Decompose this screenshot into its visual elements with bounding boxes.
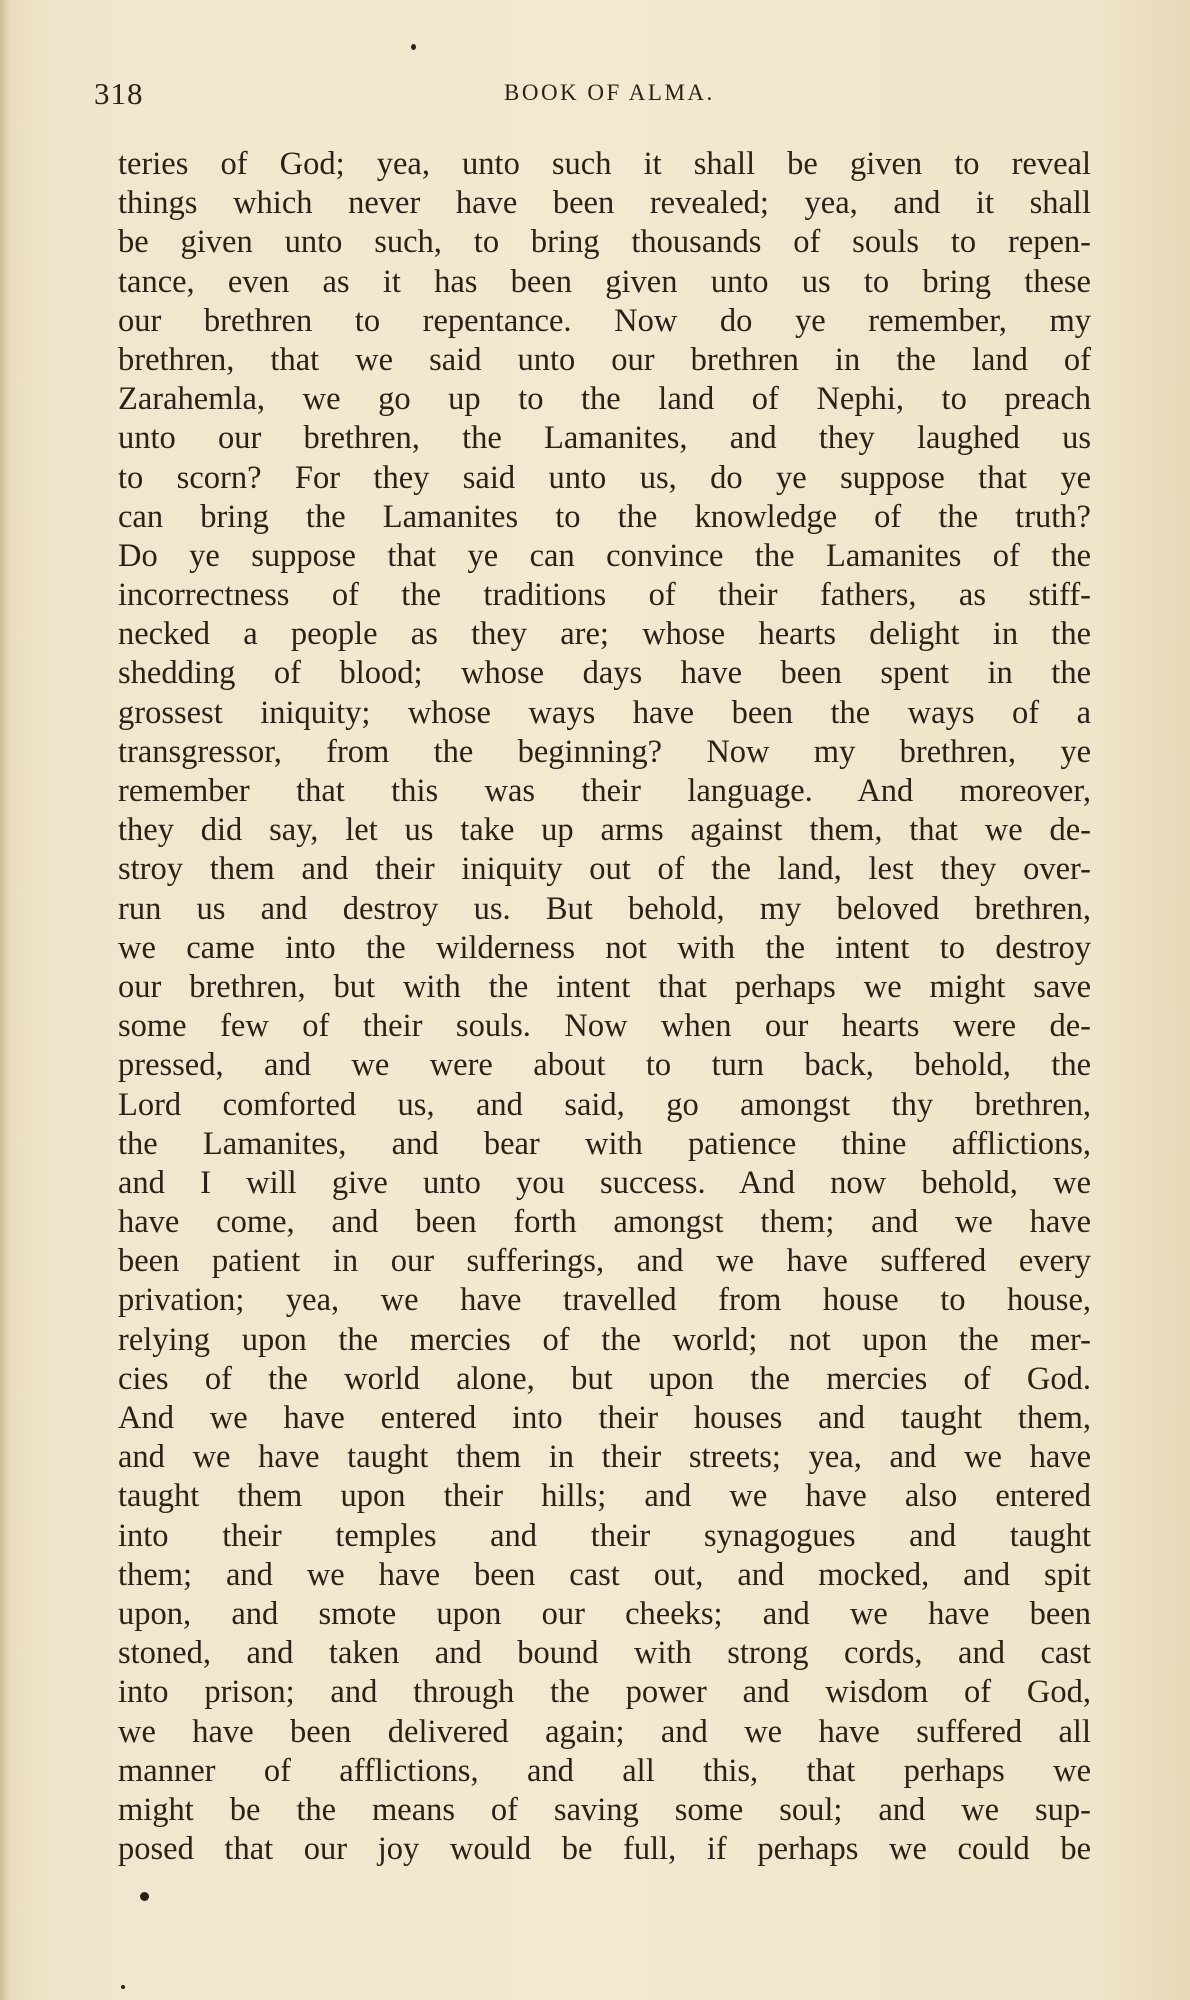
text-line: teries of God; yea, unto such it shall be given to reveal <box>118 146 1091 182</box>
text-line: them; and we have been cast out, and mocked, and spit <box>118 1556 1091 1593</box>
text-line: our brethren to repentance. Now do ye remember, my <box>118 302 1091 339</box>
ink-speck <box>121 1985 125 1989</box>
text-line: Lord comforted us, and said, go amongst thy brethren, <box>118 1086 1091 1123</box>
text-line: manner of afflictions, and all this, that perhaps we <box>118 1752 1091 1789</box>
text-line: some few of their souls. Now when our hearts were de- <box>118 1008 1091 1045</box>
text-line: they did say, let us take up arms against them, that we de- <box>118 812 1091 849</box>
page-header <box>88 68 1088 118</box>
text-line: unto our brethren, the Lamanites, and they laughed us <box>118 420 1091 457</box>
page-gutter-shadow <box>0 0 10 2000</box>
text-line: incorrectness of the traditions of their fathers, as stiff- <box>118 577 1091 614</box>
text-line: our brethren, but with the intent that perhaps we might save <box>118 968 1091 1005</box>
text-line: And we have entered into their houses and taught them, <box>118 1400 1091 1436</box>
text-line: can bring the Lamanites to the knowledge of the truth? <box>118 498 1091 535</box>
ink-speck <box>411 44 416 50</box>
text-line: we have been delivered again; and we have suffered all <box>118 1713 1091 1750</box>
text-line: transgressor, from the beginning? Now my brethren, ye <box>118 733 1091 770</box>
text-line: be given unto such, to bring thousands of souls to repen- <box>118 224 1091 261</box>
text-line: cies of the world alone, but upon the mercies of God. <box>118 1360 1091 1397</box>
text-line: tance, even as it has been given unto us to bring these <box>118 263 1091 300</box>
text-line: stroy them and their iniquity out of the land, lest they over- <box>118 851 1091 888</box>
body-text <box>118 145 1091 1869</box>
text-line: taught them upon their hills; and we have also entered <box>118 1478 1091 1515</box>
text-line: shedding of blood; whose days have been spent in the <box>118 655 1091 692</box>
text-line: posed that our joy would be full, if perhaps we could be <box>118 1831 1091 1868</box>
text-line: Zarahemla, we go up to the land of Nephi, to preach <box>118 381 1091 418</box>
running-head: BOOK OF ALMA. <box>504 80 715 105</box>
text-line: necked a people as they are; whose hearts delight in the <box>118 616 1091 653</box>
text-line: have come, and been forth amongst them; and we have <box>118 1204 1091 1241</box>
text-line: might be the means of saving some soul; and we sup- <box>118 1791 1091 1828</box>
page-number: 318 <box>94 76 144 111</box>
ink-speck <box>140 1892 149 1901</box>
text-line: pressed, and we were about to turn back, behold, the <box>118 1047 1091 1084</box>
text-line: into their temples and their synagogues and taught <box>118 1517 1091 1554</box>
text-line: we came into the wilderness not with the intent to destroy <box>118 929 1091 966</box>
text-line: brethren, that we said unto our brethren in the land of <box>118 341 1091 378</box>
text-line: remember that this was their language. And moreover, <box>118 773 1091 809</box>
text-line: Do ye suppose that ye can convince the Lamanites of the <box>118 537 1091 574</box>
text-line: stoned, and taken and bound with strong cords, and cast <box>118 1635 1091 1672</box>
text-line: upon, and smote upon our cheeks; and we have been <box>118 1595 1091 1632</box>
text-line: run us and destroy us. But behold, my beloved brethren, <box>118 890 1091 927</box>
text-line: and we have taught them in their streets; yea, and we have <box>118 1439 1091 1476</box>
text-line: grossest iniquity; whose ways have been the ways of a <box>118 694 1091 731</box>
text-line: things which never have been revealed; yea, and it shall <box>118 185 1091 222</box>
text-line: and I will give unto you success. And now behold, we <box>118 1164 1091 1201</box>
text-line: privation; yea, we have travelled from house to house, <box>118 1282 1091 1319</box>
text-line: into prison; and through the power and wisdom of God, <box>118 1674 1091 1711</box>
text-line: been patient in our sufferings, and we have suffered every <box>118 1243 1091 1280</box>
text-line: relying upon the mercies of the world; not upon the mer- <box>118 1321 1091 1358</box>
text-line: the Lamanites, and bear with patience thine afflictions, <box>118 1125 1091 1162</box>
text-line: to scorn? For they said unto us, do ye suppose that ye <box>118 459 1091 496</box>
